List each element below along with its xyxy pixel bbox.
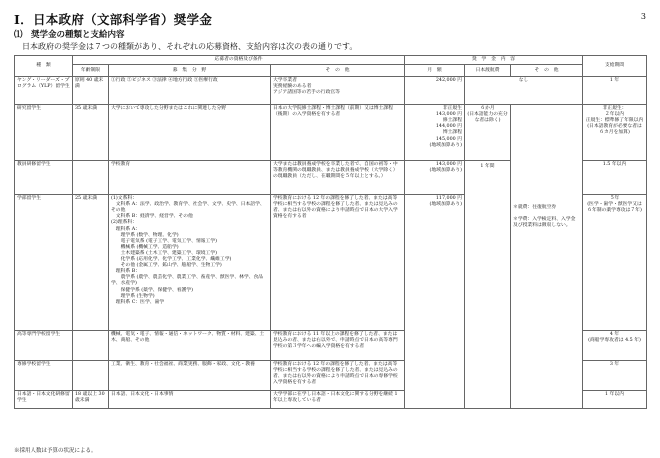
row-kind: 専修学校留学生	[15, 361, 73, 391]
footnote: ※採用人数は予算の状況による。	[14, 448, 97, 454]
row-age: 18 歳以上 30 歳未満	[73, 391, 109, 409]
page-title: I．日本政府（文部科学省）奨学金	[14, 12, 213, 27]
row-monthly: 117,000 円 (地域加算あり)	[405, 195, 465, 409]
row-monthly: 143,000 円 (地域加算あり)	[405, 161, 465, 195]
row-period: 非正規生： ２年以内 正規生：標準修了年限以内 (日本語教育が必要な者は６カ月を加算)	[583, 105, 647, 161]
row-field: 日本語、日本文化・日本事情	[109, 391, 271, 409]
scholarship-table	[14, 55, 647, 409]
row-other: 学校教育における 12 年の課程を修了した者、または高等学校に相当する学校の課程を修了した者、または見込みの者、または右以外の資格により申請時点で日本の専修学校入学資格を有する者	[271, 361, 405, 391]
header-monthly: 月 額	[405, 65, 465, 77]
row-age	[73, 361, 109, 391]
row-misc: ＊就費：往復航空券 ＊学費：入学検定料、入学金及び授業料は徴収しない。	[511, 105, 583, 409]
row-field: 工業、衛生、教育・社会福祉、商業実務、服飾・家政、文化・教養	[109, 361, 271, 391]
row-other: 大学卒業者 実務経験のある者 アジア諸国等の若手の行政官等	[271, 77, 405, 105]
row-travel: なし	[465, 77, 583, 105]
row-period: 1 年	[583, 77, 647, 105]
row-travel: ６か月 (日本語能力の充分な者は除く)	[465, 105, 511, 161]
table-row	[15, 105, 647, 161]
header-qualification: 応募者の資格及び条件	[73, 56, 405, 65]
row-other: 学校教育における 12 年の課程を修了した者、または高等学校に相当する学校の課程を修了した者、または見込みの者、または右以外の資格により申請時点で日本の大学入学資格を有する者	[271, 195, 405, 331]
row-period: 1.5 年以内	[583, 161, 647, 195]
row-age	[73, 331, 109, 361]
section-heading: ⑴ 奨学金の種類と支給内容	[14, 30, 125, 40]
row-period: ５年 (医学・歯学・獣医学又は６年制の薬学専攻は７年)	[583, 195, 647, 331]
header-period: 支給期間	[583, 56, 647, 77]
header-age: 年齢制限	[73, 65, 109, 77]
row-period: 4 年 (商船学専攻者は 4.5 年)	[583, 331, 647, 361]
intro-text: 日本政府の奨学金は７つの種類があり、それぞれの応募資格、支給内容は次の表の通りです。	[22, 42, 358, 51]
row-field: (1)文系科： 文科系 A：法学、政治学、教育学、社会学、文学、史学、日本語学、その他 文科系 B：経済学、経営学、その他 (2)理系科： 理科系 A： 理学系 (数学、物理、化学) 電子電気系 (電子工学、電気工学、情報工学) 機械系 (機械工学、造船学) 土木建築系 (土木工学、建築工学、環境工学) 化学系 (応用化学、化学工学、工業化学、繊維工学) その他 (金属工学、鉱山学、舶船学、生物工学) 理科系 B： 農学系 (農学、農芸化学、農業工学、畜産学、獣医学、林学、食品学、水産学) 保健学系 (薬学、保健学、看護学) 理学系 (生物学) 理科系 C：医学、歯学	[109, 195, 271, 331]
row-age	[73, 161, 109, 195]
row-kind: 教員研修留学生	[15, 161, 73, 195]
row-field: 機械、電気・電子、情報・通信・ネットワーク、物質・材料、建築、土木、商船、その他	[109, 331, 271, 361]
row-age: 25 歳未満	[73, 195, 109, 331]
row-kind: 研究留学生	[15, 105, 73, 161]
row-kind: 高等専門学校留学生	[15, 331, 73, 361]
row-field: 大学において専攻した分野またはこれに関連した分野	[109, 105, 271, 161]
row-age: 35 歳未満	[73, 105, 109, 161]
row-other: 大学または教員養成学校を卒業した者で、自国の初等・中等教育機関の現職教員、または教員養成学校（大学除く）の現職教員（ただし、在職期間を５年以上とする。）	[271, 161, 405, 195]
row-period: 3 年	[583, 361, 647, 391]
row-field: ①行政 ②ビジネス ③法律 ④地方行政 ⑤医療行政	[109, 77, 271, 105]
row-kind: 日本語・日本文化研修留学生	[15, 391, 73, 409]
header-misc: そ の 他	[511, 65, 583, 77]
header-other: そ の 他	[271, 65, 405, 77]
row-field: 学校教育	[109, 161, 271, 195]
header-content: 奨 学 金 内 容	[405, 56, 583, 65]
header-kind: 種 類	[15, 56, 73, 77]
row-age: 原則 40 歳未満	[73, 77, 109, 105]
row-other: 日本の大学院修士課程・博士課程（前期）又は博士課程（後期）の入学資格を有する者	[271, 105, 405, 161]
row-kind: ヤング・リーダーズ・プログラム（YLP）留学生	[15, 77, 73, 105]
header-field: 募 集 分 野	[109, 65, 271, 77]
page-number: 3	[640, 12, 646, 21]
header-travel: 日本渡航費	[465, 65, 511, 77]
row-monthly: 242,000 円	[405, 77, 465, 105]
row-other: 大学学部に在学し日本語・日本文化に関する分野を継続 1 年以上専攻している者	[271, 391, 405, 409]
row-travel: 1 年間	[465, 161, 511, 409]
row-other: 学校教育における 11 年以上の課程を修了した者、または見込みの者、または右以外で、申請時点で日本の高等専門学校の第３学年への編入学資格を有する者	[271, 331, 405, 361]
row-period: 1 年以内	[583, 391, 647, 409]
table-row	[15, 77, 647, 105]
row-kind: 学部留学生	[15, 195, 73, 331]
row-monthly: 非正規生 143,000 円 修士課程 144,000 円 博士課程 145,000 円 (地域加算あり)	[405, 105, 465, 161]
